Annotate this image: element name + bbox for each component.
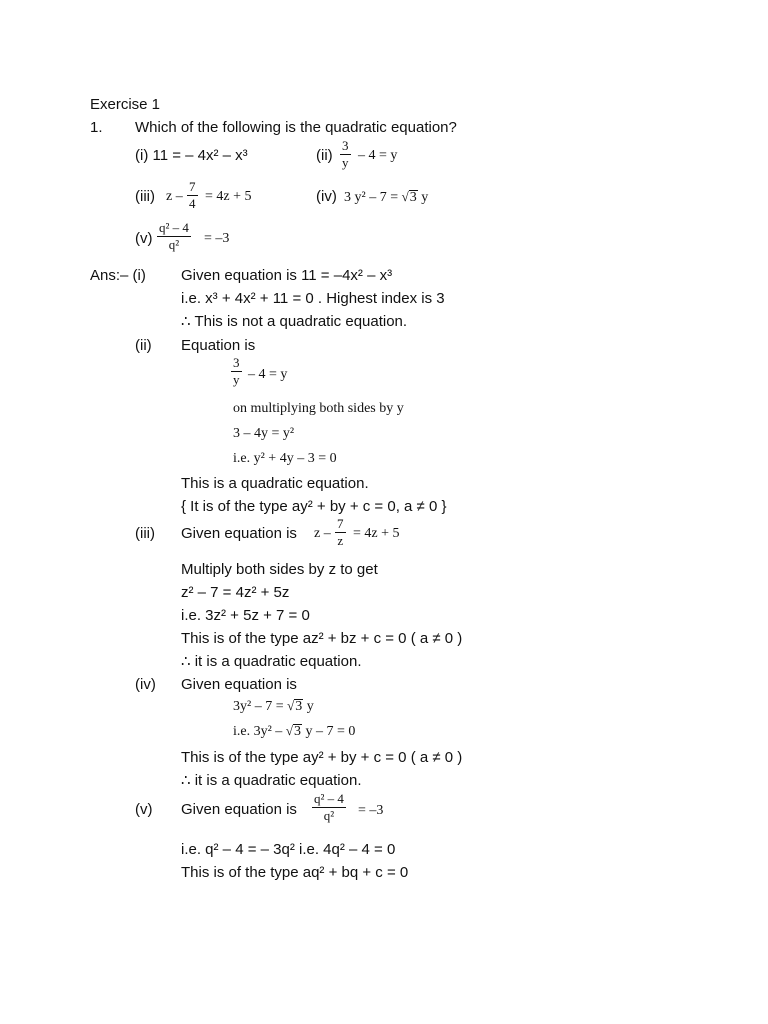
answer-iv-label: (iv) [135,676,156,693]
answer-iii-rest: = 4z + 5 [353,526,400,541]
option-ii-fraction [340,139,351,171]
answer-iv-math1: 3y² – 7 = √3 y [233,698,314,714]
exercise-title: Exercise 1 [90,96,161,113]
option-v-fraction [157,221,191,253]
answer-iii-line3: z² – 7 = 4z² + 5z [181,584,290,601]
option-v-label: (v) [135,230,153,247]
option-v-rest: = –3 [204,231,230,246]
answer-i-line1: Given equation is 11 = –4x² – x³ [181,267,393,284]
answer-iii-pre: z – [314,526,331,541]
option-iv-pre: 3 y² – 7 = [344,190,402,205]
answer-ii-fraction [231,356,242,388]
radicand: 3 [409,190,417,205]
answer-ii-math3: i.e. y² + 4y – 3 = 0 [233,451,337,466]
option-iv-post: y [417,190,429,205]
fraction-numerator: 7 [337,516,344,531]
fraction-numerator: 3 [233,355,240,370]
answer-v-line3: This is of the type aq² + bq + c = 0 [181,864,409,881]
answer-ii-math2: 3 – 4y = y² [233,426,295,441]
fraction-denominator: q² [168,237,180,253]
fraction-numerator: 7 [189,179,196,194]
answer-v-line1: Given equation is [181,801,297,818]
question-text: Which of the following is the quadratic equation? [135,119,457,136]
option-iii-pre: z – [166,189,183,204]
radicand: 3 [293,724,301,739]
option-iii-rest: = 4z + 5 [205,189,252,204]
answer-iv-math2-post: y – 7 = 0 [301,724,356,739]
answer-iii-line4: i.e. 3z² + 5z + 7 = 0 [181,607,310,624]
fraction-denominator: 4 [189,196,196,212]
answer-iv-line1: Given equation is [181,676,297,693]
answer-i-line3: ∴ This is not a quadratic equation. [181,313,408,330]
fraction-numerator: 3 [342,138,349,153]
answer-ii-frac-rest: – 4 = y [248,367,288,382]
option-i: (i) 11 = – 4x² – x³ [135,147,248,164]
fraction-denominator: q² [323,808,335,824]
answer-label: Ans:– (i) [90,267,146,284]
answer-iii-line2: Multiply both sides by z to get [181,561,378,578]
answer-iv-line2: This is of the type ay² + by + c = 0 ( a ≠ 0 ) [181,749,463,766]
question-number: 1. [90,119,103,136]
answer-i-line2: i.e. x³ + 4x² + 11 = 0 . Highest index is 3 [181,290,445,307]
option-iii-label: (iii) [135,188,155,205]
fraction-denominator: y [233,372,240,388]
option-ii-label: (ii) [316,147,333,164]
answer-iv-math1-post: y [303,699,314,714]
answer-v-fraction [312,792,346,824]
option-iv-expression: 3 y² – 7 = √3 y [344,189,429,205]
answer-v-line2: i.e. q² – 4 = – 3q² i.e. 4q² – 4 = 0 [181,841,396,858]
answer-ii-math1: on multiplying both sides by y [233,401,404,416]
option-iv-label: (iv) [316,188,337,205]
answer-iii-label: (iii) [135,525,155,542]
answer-ii-line1: Equation is [181,337,256,354]
fraction-denominator: y [342,155,349,171]
answer-iii-line5: This is of the type az² + bz + c = 0 ( a ≠ 0 ) [181,630,463,647]
answer-v-label: (v) [135,801,153,818]
answer-ii-line3: { It is of the type ay² + by + c = 0, a ≠ 0 } [181,498,447,515]
option-ii-rest: – 4 = y [358,148,398,163]
fraction-numerator: q² – 4 [159,220,189,235]
answer-iii-line1: Given equation is [181,525,297,542]
answer-iv-line3: ∴ it is a quadratic equation. [181,772,362,789]
answer-iii-line6: ∴ it is a quadratic equation. [181,653,362,670]
fraction-denominator: z [337,533,344,549]
answer-iv-math2: i.e. 3y² – √3 y – 7 = 0 [233,723,356,739]
answer-iii-fraction [335,517,346,549]
radicand: 3 [295,699,303,714]
answer-ii-label: (ii) [135,337,152,354]
fraction-numerator: q² – 4 [314,791,344,806]
answer-v-rest: = –3 [358,803,384,818]
option-iii-fraction [187,180,198,212]
answer-iv-math1-pre: 3y² – 7 = [233,699,288,714]
answer-ii-line2: This is a quadratic equation. [181,475,369,492]
answer-iv-math2-pre: i.e. 3y² – [233,724,286,739]
